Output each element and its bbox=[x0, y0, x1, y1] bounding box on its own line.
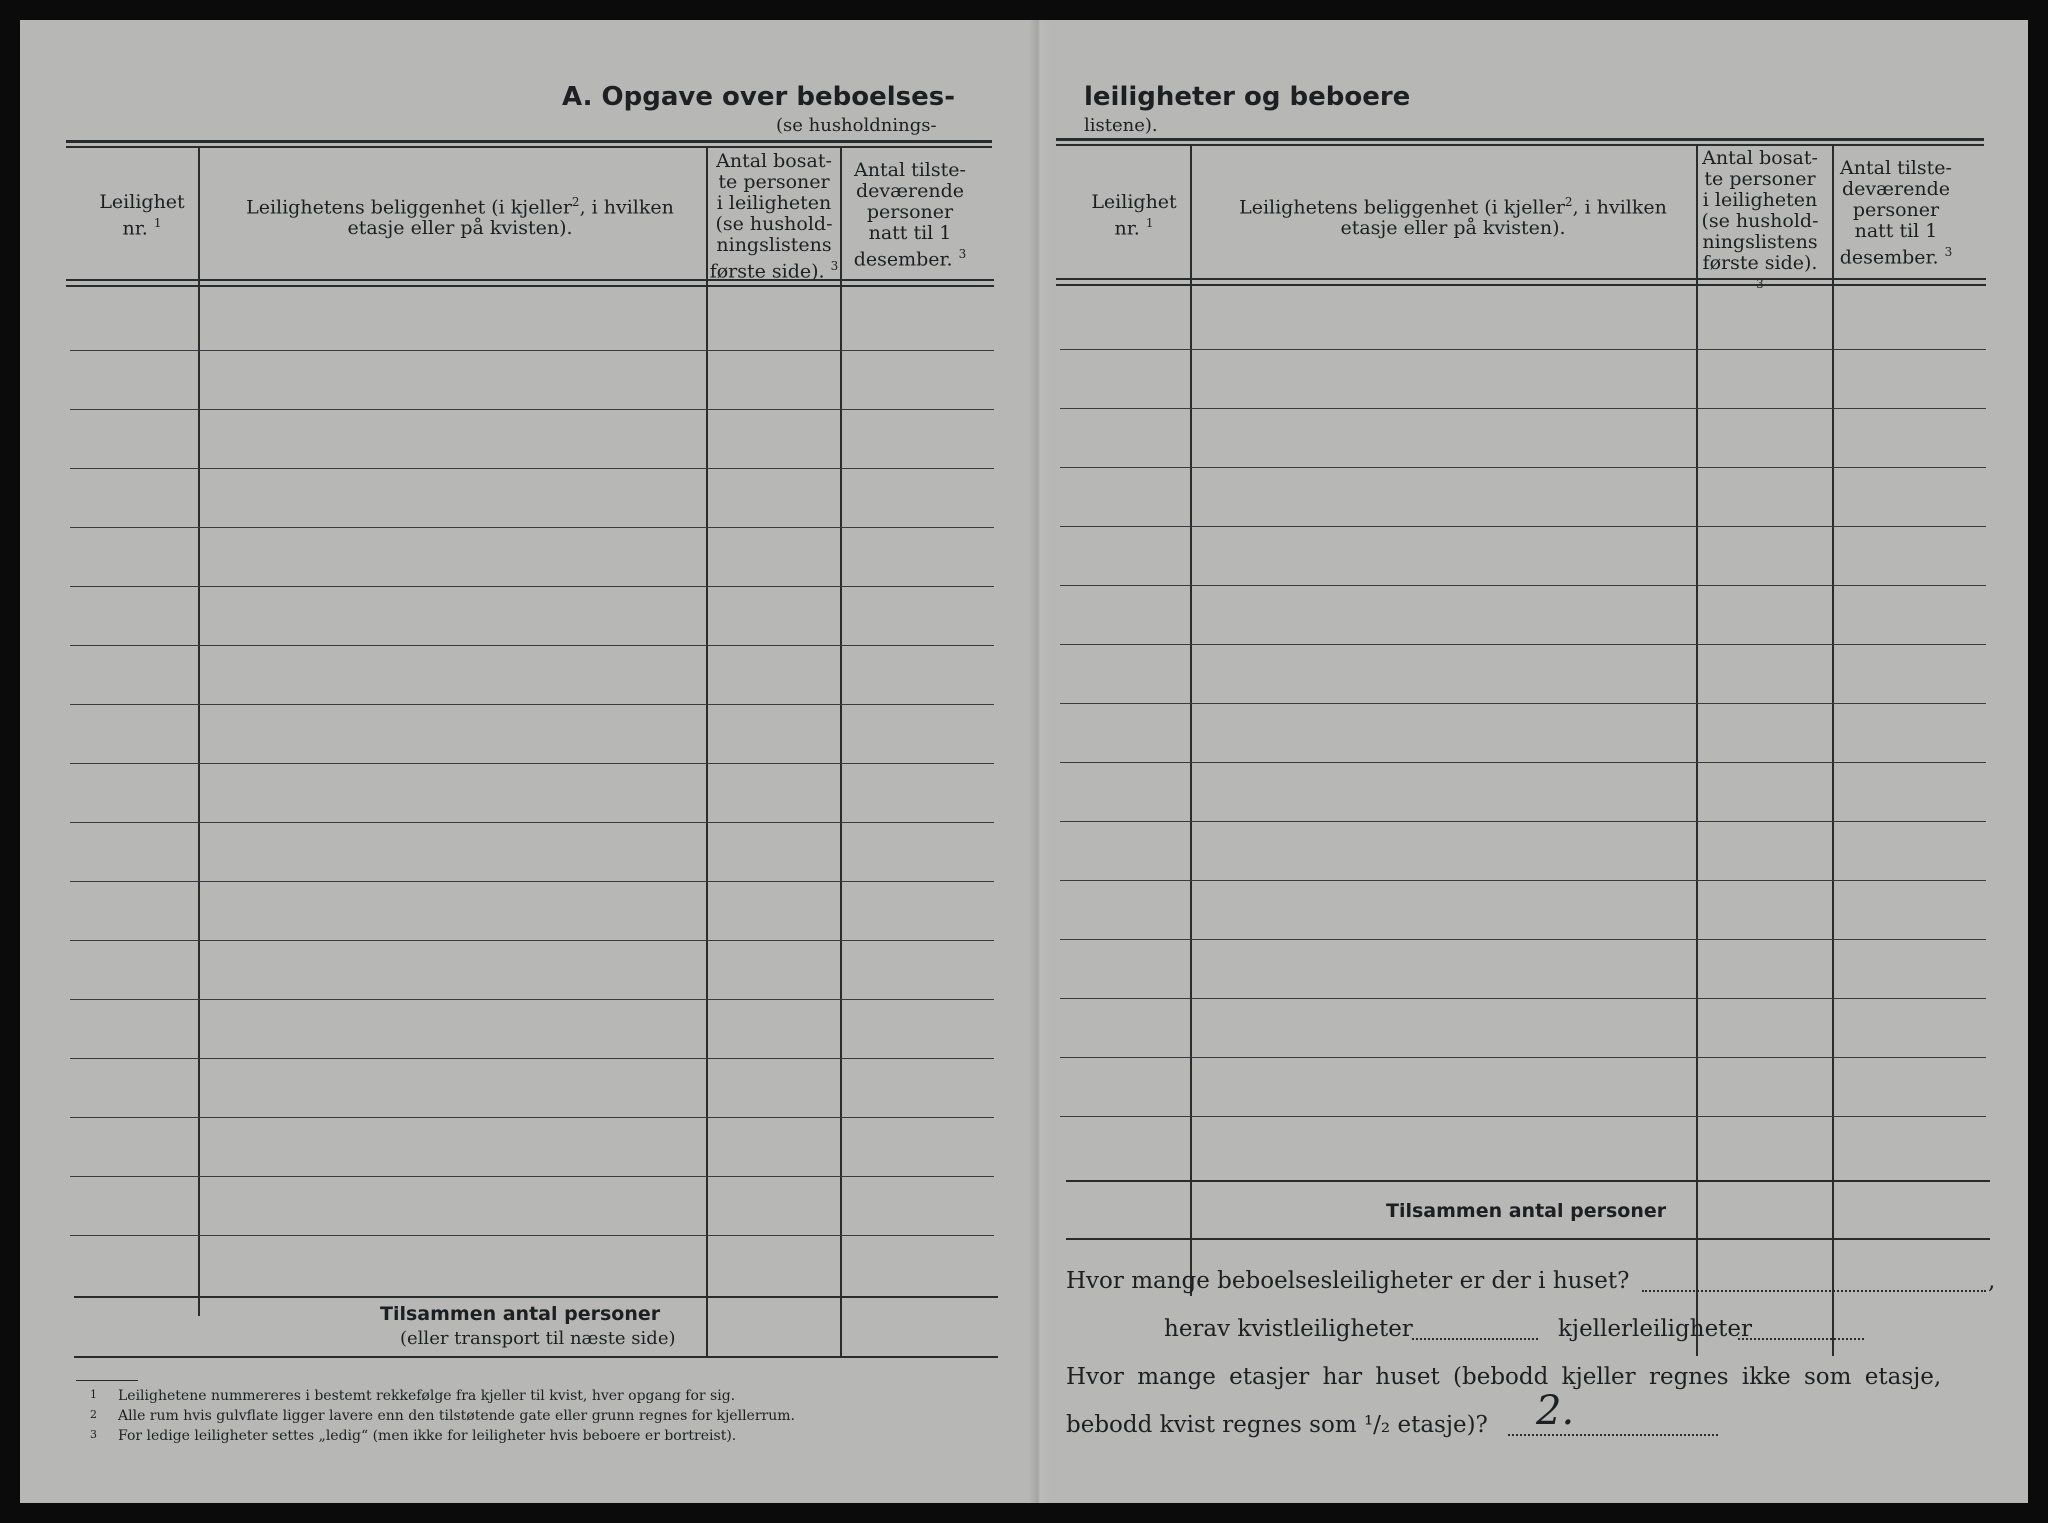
right-row-line bbox=[1060, 408, 1986, 409]
left-row-line bbox=[70, 468, 994, 469]
right-row-line bbox=[1060, 1057, 1986, 1058]
left-col-divider-1 bbox=[198, 146, 200, 1316]
right-row-line bbox=[1060, 1116, 1986, 1117]
right-row-line bbox=[1060, 762, 1986, 763]
answer-line-basement-apartments[interactable] bbox=[1738, 1338, 1864, 1340]
left-row-line bbox=[70, 1176, 994, 1177]
question-floor-count-line2: bebodd kvist regnes som ¹/₂ etasje)? bbox=[1066, 1412, 1488, 1438]
right-table-top-rule-2 bbox=[1056, 144, 1984, 146]
right-total-bottom-rule bbox=[1066, 1238, 1990, 1240]
answer-line-attic-apartments[interactable] bbox=[1412, 1338, 1538, 1340]
right-row-line bbox=[1060, 821, 1986, 822]
left-row-line bbox=[70, 999, 994, 1000]
left-header-residents: Antal bosat- te personer i leiligheten (se hushold- ningslistens første side). $^3$ bbox=[709, 150, 839, 283]
left-row-line bbox=[70, 586, 994, 587]
footnote-rule bbox=[76, 1380, 138, 1381]
left-total-sublabel: (eller transport til næste side) bbox=[400, 1328, 676, 1349]
right-page-subtitle: listene). bbox=[1084, 115, 1158, 136]
right-row-line bbox=[1060, 585, 1986, 586]
footnote-1: 1 Leilighetene nummereres i bestemt rekkefølge fra kjeller til kvist, hver opgang for sig. bbox=[90, 1388, 736, 1404]
right-header-apartment-no: Leilighet nr. $^1$ bbox=[1091, 191, 1177, 240]
left-row-line bbox=[70, 704, 994, 705]
document-sheet bbox=[20, 20, 2028, 1503]
left-table-top-rule-2 bbox=[66, 146, 992, 148]
left-row-line bbox=[70, 763, 994, 764]
left-row-line bbox=[70, 645, 994, 646]
right-total-label: Tilsammen antal personer bbox=[1386, 1200, 1667, 1222]
question-floor-count-line1: Hvor mange etasjer har huset (bebodd kjeller regnes ikke som etasje, bbox=[1066, 1364, 1942, 1390]
left-col-divider-2 bbox=[706, 146, 708, 1356]
left-row-line bbox=[70, 409, 994, 410]
question-apartment-count: Hvor mange beboelsesleiligheter er der i huset? bbox=[1066, 1268, 1630, 1294]
right-row-line bbox=[1060, 526, 1986, 527]
left-total-top-rule bbox=[74, 1296, 998, 1298]
left-row-line bbox=[70, 527, 994, 528]
footnote-3: 3 For ledige leiligheter settes „ledig“ (men ikke for leiligheter hvis beboere er bortreist). bbox=[90, 1428, 737, 1444]
question-apartment-count-comma: , bbox=[1988, 1268, 1996, 1294]
left-col-divider-3 bbox=[840, 146, 842, 1356]
right-total-top-rule bbox=[1066, 1180, 1990, 1182]
left-total-bottom-rule bbox=[74, 1356, 998, 1358]
right-row-line bbox=[1060, 703, 1986, 704]
left-header-present: Antal tilste- deværende personer natt til 1 desember. $^3$ bbox=[853, 159, 967, 271]
answer-line-apartment-count[interactable] bbox=[1642, 1290, 1986, 1292]
right-header-bottom-rule-2 bbox=[1056, 284, 1986, 286]
answer-line-floor-count[interactable] bbox=[1508, 1434, 1718, 1436]
left-row-line bbox=[70, 1058, 994, 1059]
right-row-line bbox=[1060, 644, 1986, 645]
right-header-residents: Antal bosat- te personer i leiligheten (se hushold- ningslistens første side). $^3$ bbox=[1701, 147, 1819, 291]
question-basement-apartments: kjellerleiligheter bbox=[1558, 1316, 1753, 1342]
right-col-divider-3 bbox=[1832, 144, 1834, 1356]
left-row-line bbox=[70, 350, 994, 351]
handwritten-floor-count: 2. bbox=[1536, 1388, 1575, 1434]
left-total-label: Tilsammen antal personer bbox=[380, 1303, 661, 1325]
right-col-divider-2 bbox=[1696, 144, 1698, 1356]
center-fold bbox=[1028, 20, 1050, 1503]
left-header-bottom-rule bbox=[66, 279, 994, 281]
right-row-line bbox=[1060, 349, 1986, 350]
left-page-title: A. Opgave over beboelses- bbox=[562, 82, 955, 112]
left-table-top-rule bbox=[66, 140, 992, 143]
left-row-line bbox=[70, 881, 994, 882]
right-row-line bbox=[1060, 467, 1986, 468]
left-header-apartment-no: Leilighet nr. $^1$ bbox=[99, 191, 185, 240]
left-row-line bbox=[70, 822, 994, 823]
right-row-line bbox=[1060, 939, 1986, 940]
left-row-line bbox=[70, 940, 994, 941]
left-header-location: Leilighetens beliggenhet (i kjeller$^2$, i hvilken etasje eller på kvisten). bbox=[246, 195, 674, 240]
footnote-2: 2 Alle rum hvis gulvflate ligger lavere enn den tilstøtende gate eller grunn regnes for kjellerrum. bbox=[90, 1408, 795, 1424]
right-row-line bbox=[1060, 998, 1986, 999]
left-row-line bbox=[70, 1235, 994, 1236]
left-page-subtitle: (se husholdnings- bbox=[776, 115, 937, 136]
right-header-bottom-rule bbox=[1056, 278, 1986, 280]
right-header-present: Antal tilste- deværende personer natt til 1 desember. $^3$ bbox=[1839, 157, 1953, 269]
question-attic-apartments: herav kvistleiligheter bbox=[1164, 1316, 1413, 1342]
right-page-title: leiligheter og beboere bbox=[1084, 82, 1411, 112]
right-table-top-rule bbox=[1056, 138, 1984, 141]
left-row-line bbox=[70, 1117, 994, 1118]
right-header-location: Leilighetens beliggenhet (i kjeller$^2$, i hvilken etasje eller på kvisten). bbox=[1239, 195, 1667, 240]
left-header-bottom-rule-2 bbox=[66, 285, 994, 287]
right-col-divider-1 bbox=[1190, 144, 1192, 1296]
right-row-line bbox=[1060, 880, 1986, 881]
